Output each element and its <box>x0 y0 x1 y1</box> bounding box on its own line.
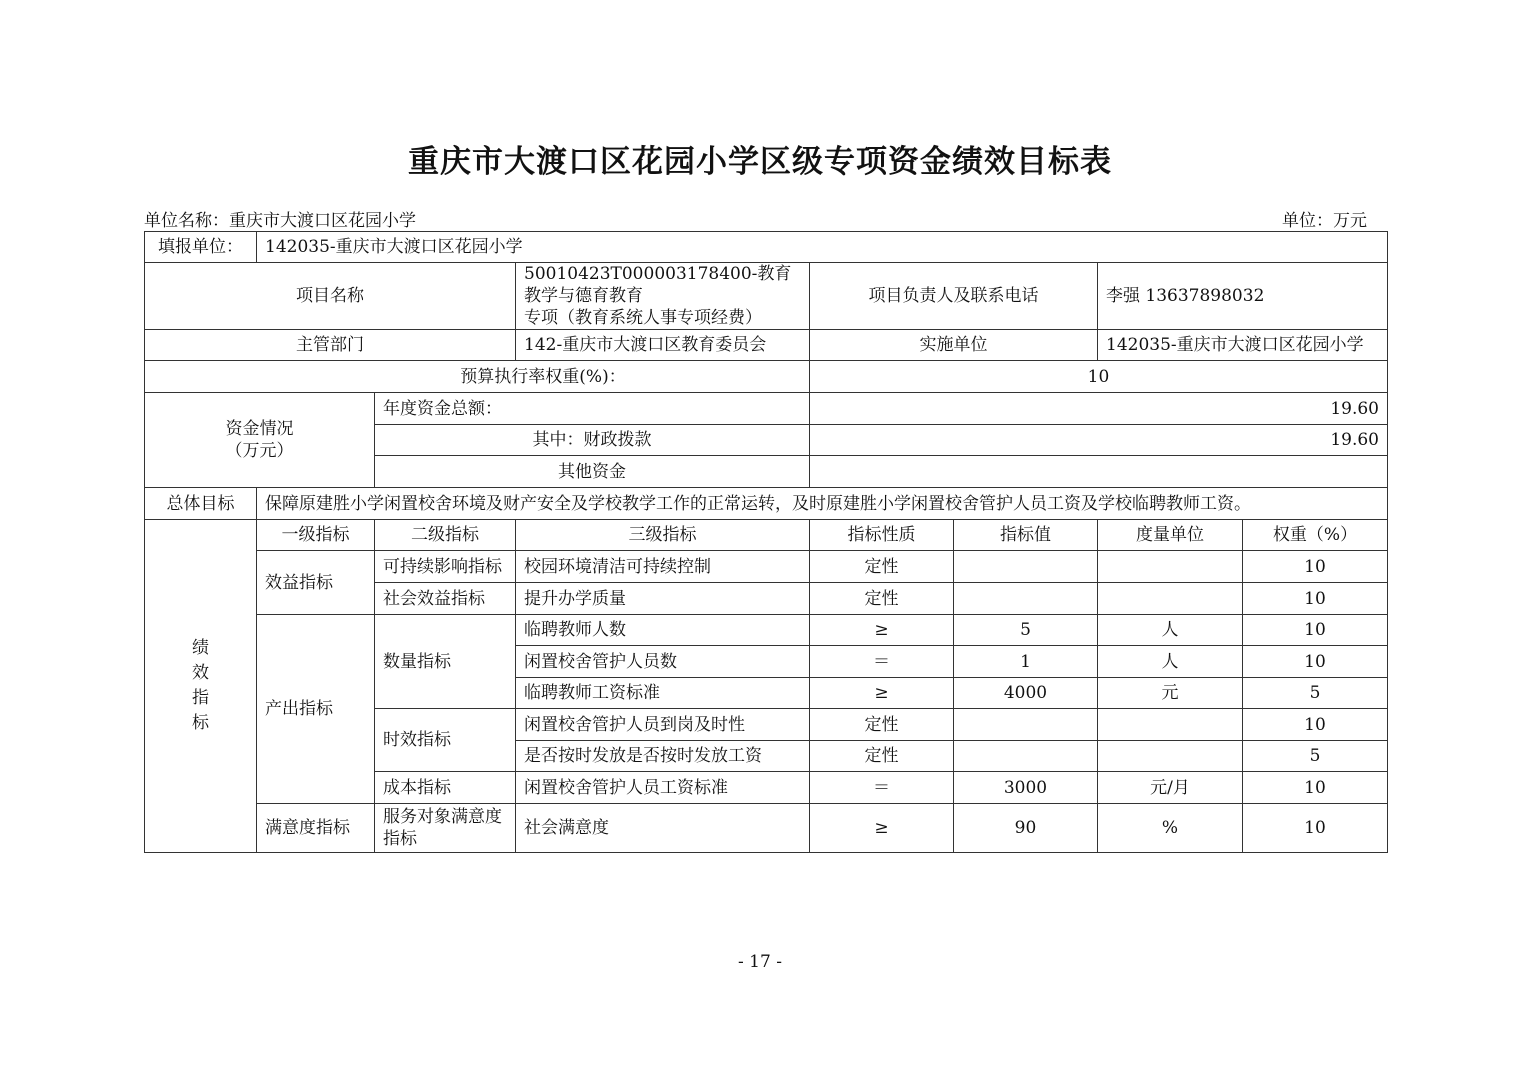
reporting-unit-value: 142035-重庆市大渡口区花园小学 <box>257 232 1388 263</box>
contact-value: 李强 13637898032 <box>1098 263 1388 330</box>
weight-cell: 10 <box>1243 804 1388 853</box>
table-row-project <box>145 263 1388 330</box>
header-level2: 二级指标 <box>375 520 516 551</box>
goal-label: 总体目标 <box>145 488 257 520</box>
unit-cell <box>1098 709 1243 741</box>
contact-label: 项目负责人及联系电话 <box>810 263 1098 330</box>
fund-other-label: 其他资金 <box>375 456 810 488</box>
nature-cell: ≥ <box>810 804 954 853</box>
level3-cell: 闲置校舍管护人员数 <box>516 646 810 678</box>
value-cell: 5 <box>954 615 1098 646</box>
level3-cell: 临聘教师工资标准 <box>516 678 810 709</box>
weight-cell: 10 <box>1243 772 1388 804</box>
table-row-fund-total <box>145 393 1388 425</box>
header-value: 指标值 <box>954 520 1098 551</box>
page-title: 重庆市大渡口区花园小学区级专项资金绩效目标表 <box>408 144 1112 180</box>
weight-cell: 5 <box>1243 678 1388 709</box>
level3-cell: 闲置校舍管护人员到岗及时性 <box>516 709 810 741</box>
level3-cell: 是否按时发放是否按时发放工资 <box>516 741 810 772</box>
level2-cell: 社会效益指标 <box>375 583 516 615</box>
table-row-goal <box>145 488 1388 520</box>
level2-timeliness: 时效指标 <box>375 709 516 772</box>
weight-cell: 5 <box>1243 741 1388 772</box>
table-row <box>145 615 1388 646</box>
fund-total-value: 19.60 <box>810 393 1388 425</box>
table-row-indicator-header <box>145 520 1388 551</box>
table-row <box>145 551 1388 583</box>
section-char-3: 指 <box>192 688 209 708</box>
header-nature: 指标性质 <box>810 520 954 551</box>
table-row-reporting-unit <box>145 232 1388 263</box>
impl-value: 142035-重庆市大渡口区花园小学 <box>1098 330 1388 361</box>
fund-fiscal-value: 19.60 <box>810 425 1388 456</box>
header-level3: 三级指标 <box>516 520 810 551</box>
table-row-budget-weight <box>145 361 1388 393</box>
dept-value: 142-重庆市大渡口区教育委员会 <box>516 330 810 361</box>
level3-cell: 临聘教师人数 <box>516 615 810 646</box>
nature-cell: 定性 <box>810 583 954 615</box>
value-cell: 3000 <box>954 772 1098 804</box>
indicator-section-label <box>145 520 257 853</box>
nature-cell: ≥ <box>810 678 954 709</box>
header-level1: 一级指标 <box>257 520 375 551</box>
header-unit: 度量单位 <box>1098 520 1243 551</box>
level1-satisfaction: 满意度指标 <box>257 804 375 853</box>
weight-cell: 10 <box>1243 583 1388 615</box>
goal-text: 保障原建胜小学闲置校舍环境及财产安全及学校教学工作的正常运转，及时原建胜小学闲置校舍管护人员工资及学校临聘教师工资。 <box>257 488 1388 520</box>
section-char-1: 绩 <box>192 638 209 658</box>
project-name-label: 项目名称 <box>145 263 516 330</box>
weight-cell: 10 <box>1243 709 1388 741</box>
unit-cell: 人 <box>1098 646 1243 678</box>
level2-cell: 成本指标 <box>375 772 516 804</box>
value-cell <box>954 709 1098 741</box>
fund-other-value <box>810 456 1388 488</box>
table-row-department <box>145 330 1388 361</box>
unit-cell <box>1098 551 1243 583</box>
value-cell: 90 <box>954 804 1098 853</box>
unit-cell <box>1098 741 1243 772</box>
performance-table <box>144 231 1388 853</box>
budget-weight-value: 10 <box>810 361 1388 393</box>
nature-cell: 定性 <box>810 741 954 772</box>
fund-total-label: 年度资金总额： <box>375 393 810 425</box>
level2-cell: 服务对象满意度指标 <box>375 804 516 853</box>
level3-cell: 提升办学质量 <box>516 583 810 615</box>
nature-cell: ＝ <box>810 646 954 678</box>
level1-output: 产出指标 <box>257 615 375 804</box>
unit-name-label: 单位名称：重庆市大渡口区花园小学 <box>144 211 416 231</box>
weight-cell: 10 <box>1243 551 1388 583</box>
nature-cell: ＝ <box>810 772 954 804</box>
fund-fiscal-label: 其中：财政拨款 <box>375 425 810 456</box>
value-cell: 4000 <box>954 678 1098 709</box>
value-cell <box>954 741 1098 772</box>
nature-cell: 定性 <box>810 709 954 741</box>
nature-cell: ≥ <box>810 615 954 646</box>
project-name-line-2: 专项（教育系统人事专项经费） <box>524 308 762 328</box>
header-weight: 权重（%） <box>1243 520 1388 551</box>
unit-cell <box>1098 583 1243 615</box>
table-row <box>145 804 1388 853</box>
dept-label: 主管部门 <box>145 330 516 361</box>
level1-benefit: 效益指标 <box>257 551 375 615</box>
budget-weight-label: 预算执行率权重(%)： <box>145 361 810 393</box>
funds-label <box>145 393 375 488</box>
project-name-value <box>516 263 810 330</box>
section-char-2: 效 <box>192 663 209 683</box>
unit-cell: 元/月 <box>1098 772 1243 804</box>
funds-label-line-1: 资金情况 <box>225 419 294 439</box>
level3-cell: 闲置校舍管护人员工资标准 <box>516 772 810 804</box>
value-cell <box>954 551 1098 583</box>
level2-quantity: 数量指标 <box>375 615 516 709</box>
project-name-line-1: 50010423T000003178400-教育教学与德育教育 <box>524 264 792 306</box>
unit-cell: % <box>1098 804 1243 853</box>
unit-cell: 元 <box>1098 678 1243 709</box>
page-number: - 17 - <box>738 952 782 972</box>
value-cell <box>954 583 1098 615</box>
value-cell: 1 <box>954 646 1098 678</box>
currency-unit-label: 单位：万元 <box>1282 211 1367 231</box>
level3-cell: 社会满意度 <box>516 804 810 853</box>
section-char-4: 标 <box>192 713 209 733</box>
reporting-unit-label: 填报单位： <box>145 232 257 263</box>
funds-label-line-2: （万元） <box>225 441 294 461</box>
unit-cell: 人 <box>1098 615 1243 646</box>
level3-cell: 校园环境清洁可持续控制 <box>516 551 810 583</box>
weight-cell: 10 <box>1243 615 1388 646</box>
nature-cell: 定性 <box>810 551 954 583</box>
weight-cell: 10 <box>1243 646 1388 678</box>
impl-label: 实施单位 <box>810 330 1098 361</box>
level2-cell: 可持续影响指标 <box>375 551 516 583</box>
